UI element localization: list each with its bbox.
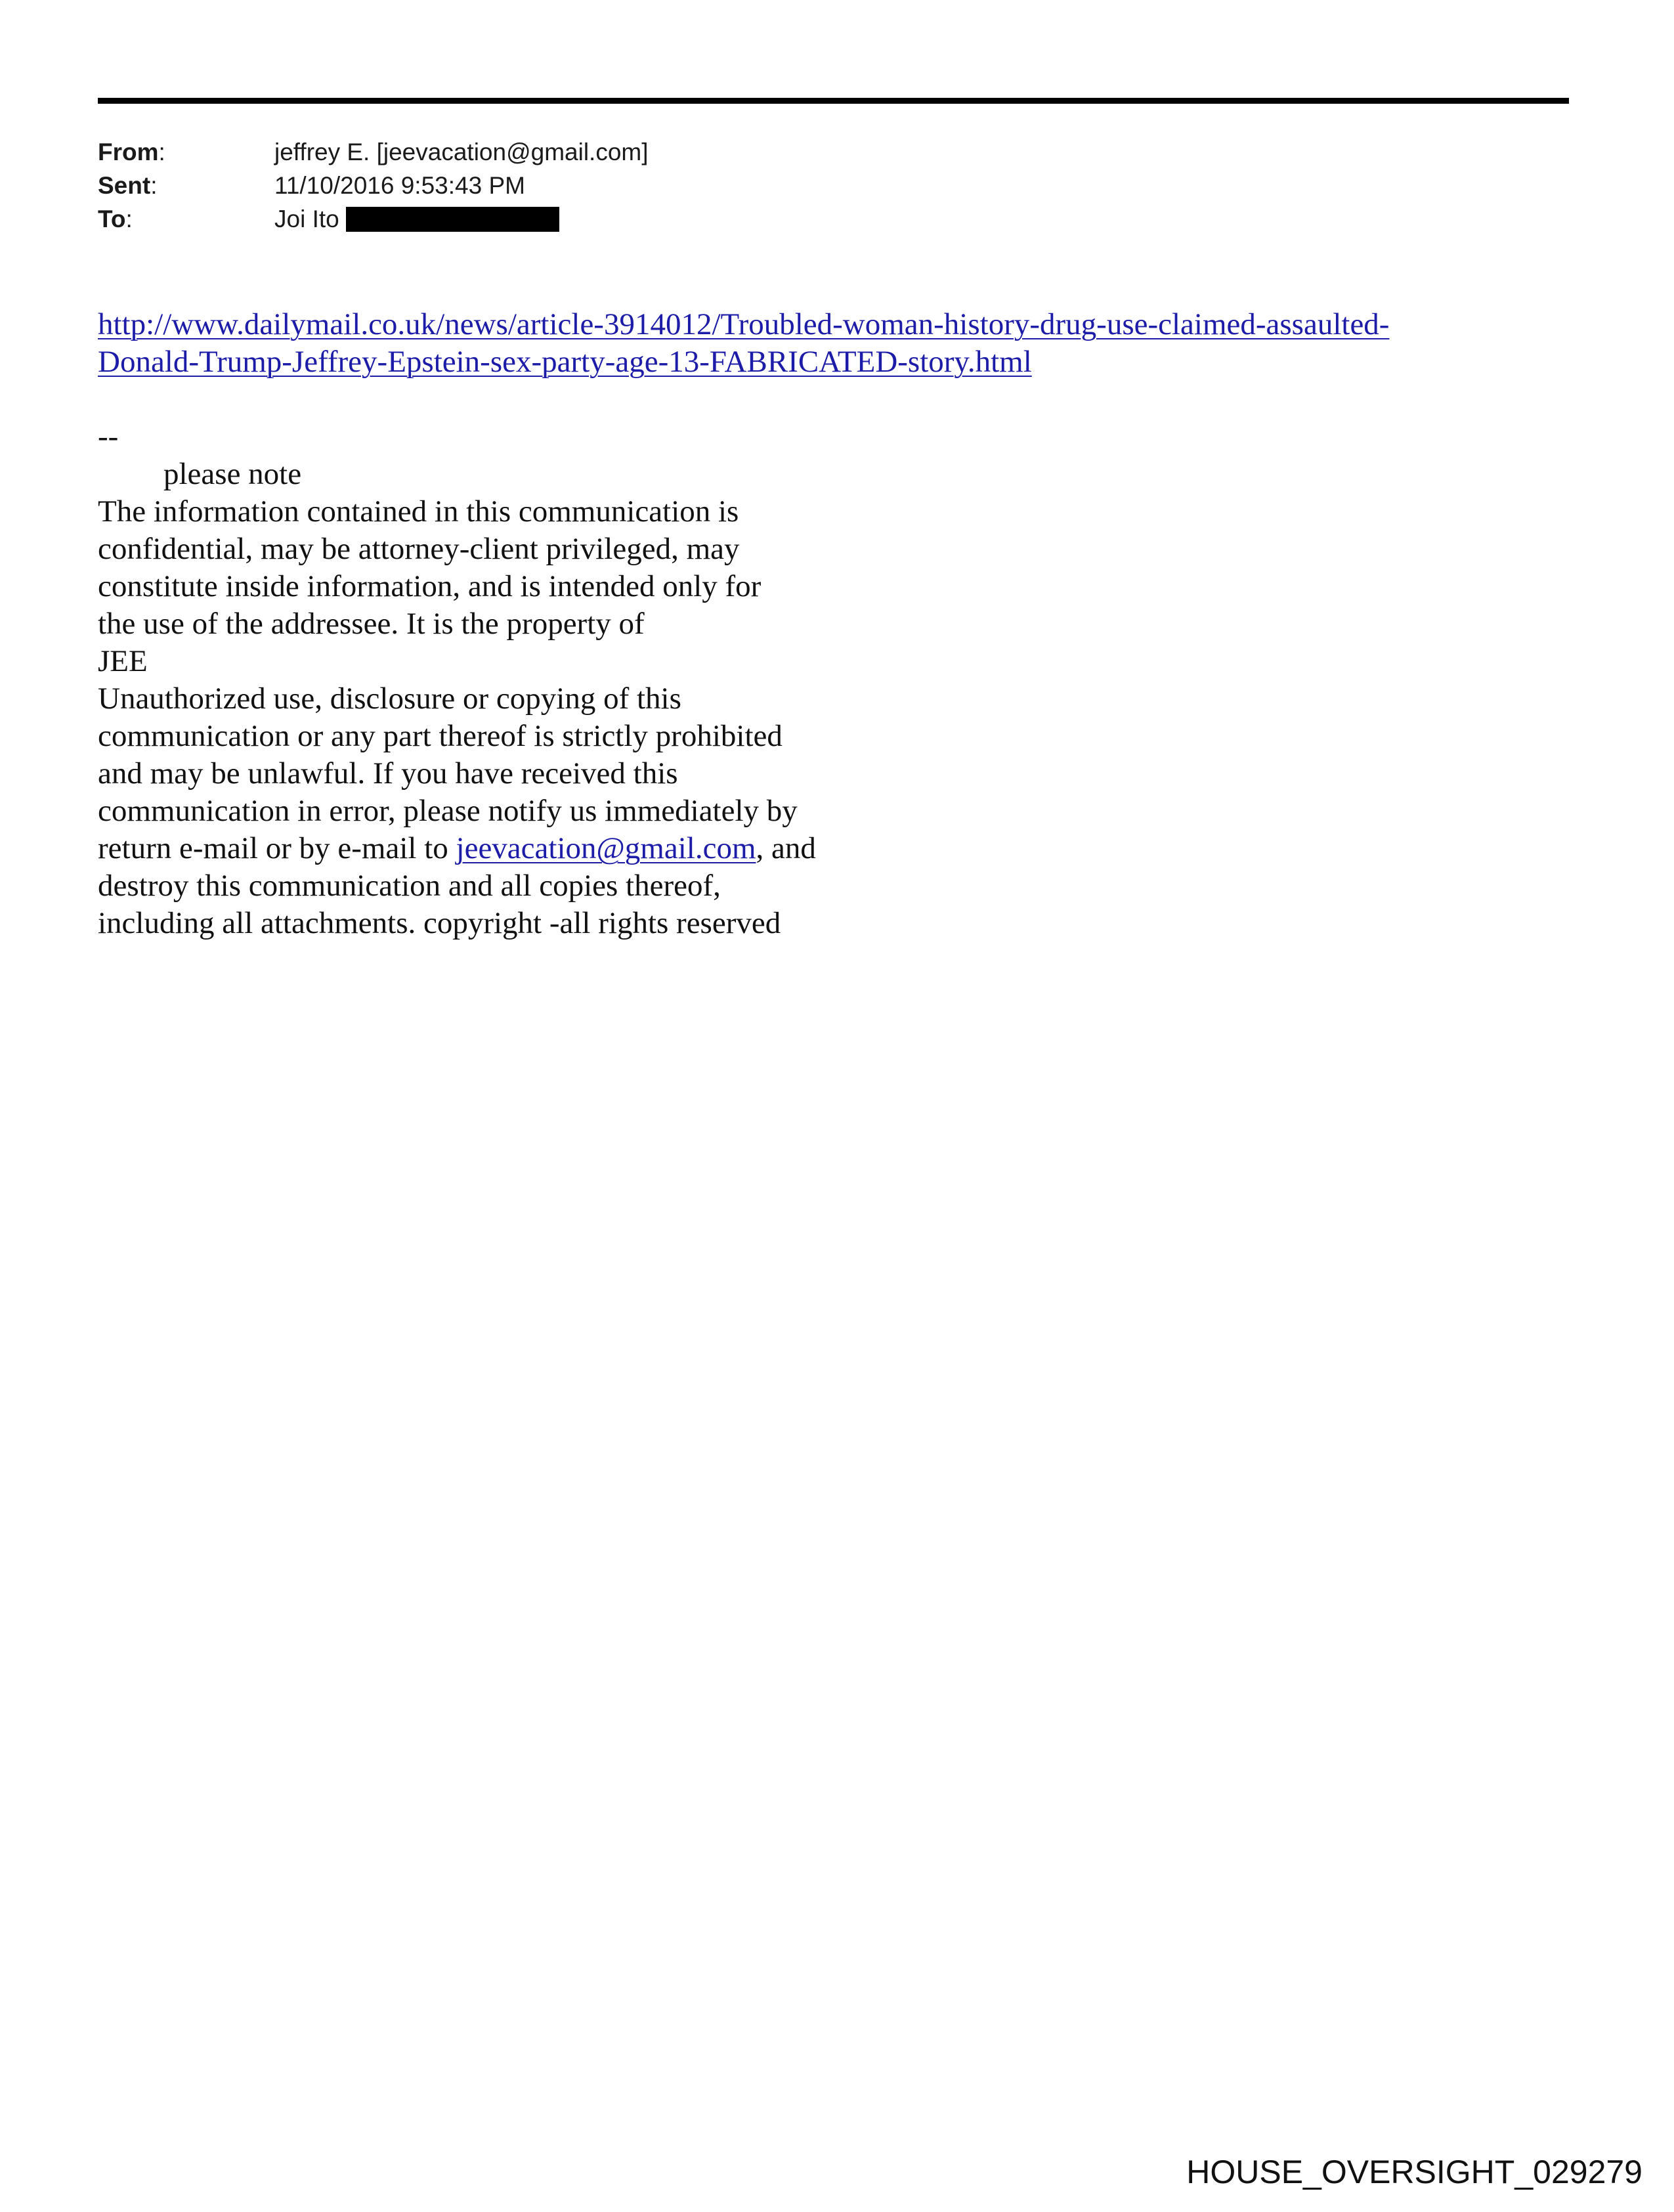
to-value: Joi Ito xyxy=(274,206,339,232)
disclaimer-line: communication or any part thereof is strictly prohibited xyxy=(98,719,783,753)
sent-row xyxy=(98,169,649,202)
disclaimer-line: and may be unlawful. If you have received this xyxy=(98,756,678,791)
article-link-block xyxy=(98,306,1389,381)
email-header xyxy=(98,135,649,236)
disclaimer-line: the use of the addressee. It is the property of xyxy=(98,607,645,641)
to-label: To: xyxy=(98,206,133,232)
signature-block xyxy=(98,418,816,942)
email-link[interactable]: jeevacation@gmail.com xyxy=(456,831,756,865)
article-link-line-1[interactable]: http://www.dailymail.co.uk/news/article-3914012/Troubled-woman-history-drug-use-claimed-assaulted- xyxy=(98,307,1390,341)
top-rule xyxy=(98,98,1569,104)
disclaimer-line: The information contained in this communication is xyxy=(98,494,739,529)
document-id: HOUSE_OVERSIGHT_029279 xyxy=(1186,2154,1642,2190)
disclaimer-email-line: return e-mail or by e-mail to jeevacation@gmail.com, and xyxy=(98,831,816,865)
disclaimer-line: including all attachments. copyright -all rights reserved xyxy=(98,906,781,940)
from-row xyxy=(98,135,649,169)
disclaimer-line: Unauthorized use, disclosure or copying of this xyxy=(98,682,681,716)
signature-separator: -- xyxy=(98,420,119,454)
please-note: please note xyxy=(163,457,302,491)
disclaimer-line: JEE xyxy=(98,644,148,678)
disclaimer-line: constitute inside information, and is intended only for xyxy=(98,569,762,603)
sent-value: 11/10/2016 9:53:43 PM xyxy=(274,172,525,199)
disclaimer-line: communication in error, please notify us immediately by xyxy=(98,794,798,828)
disclaimer-line: confidential, may be attorney-client privileged, may xyxy=(98,532,740,566)
from-label: From: xyxy=(98,139,165,165)
disclaimer-line: destroy this communication and all copies thereof, xyxy=(98,869,721,903)
to-row xyxy=(98,202,649,236)
article-link-line-2[interactable]: Donald-Trump-Jeffrey-Epstein-sex-party-age-13-FABRICATED-story.html xyxy=(98,345,1032,379)
from-value: jeffrey E. [jeevacation@gmail.com] xyxy=(274,139,649,165)
sent-label: Sent: xyxy=(98,172,158,199)
redaction-bar xyxy=(346,207,559,232)
